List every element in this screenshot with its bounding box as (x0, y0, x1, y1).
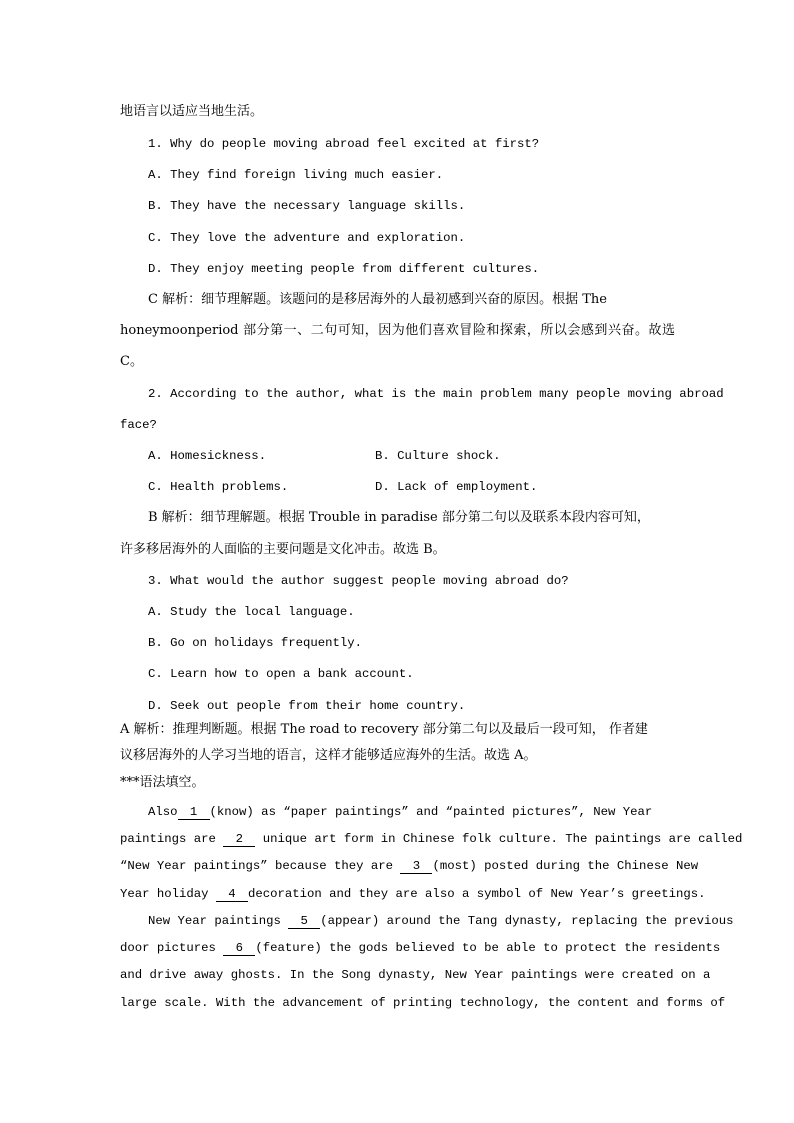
blank-3: 3 (400, 859, 432, 874)
q3-option-d: D. Seek out people from their home country. (148, 699, 466, 713)
blank-5: 5 (288, 914, 320, 929)
q2-option-b: B. Culture shock. (375, 449, 501, 463)
passage-p1-line1: Also 1 (know) as “paper paintings” and “painted pictures”, New Year (148, 805, 653, 819)
blank-2: 2 (223, 832, 255, 847)
q1-analysis-line2: honeymoonperiod 部分第一、二句可知，因为他们喜欢冒险和探索，所以会感到兴奋。故选 (120, 323, 675, 338)
q2-analysis-line1: B 解析：细节理解题。根据 Trouble in paradise 部分第二句以及联系本段内容可知， (148, 510, 650, 525)
q1-option-c: C. They love the adventure and exploration. (148, 231, 466, 245)
q1-option-d: D. They enjoy meeting people from different cultures. (148, 262, 540, 276)
passage-p2-line3: and drive away ghosts. In the Song dynasty, New Year paintings were created on a (120, 968, 711, 982)
passage-p2-line2: door pictures 6 (feature) the gods believed to be able to protect the residents (120, 941, 721, 955)
q1-analysis-line3: C。 (120, 354, 143, 369)
section-title: ***语法填空。 (120, 775, 205, 790)
q2-analysis-line2: 许多移居海外的人面临的主要问题是文化冲击。故选 B。 (120, 542, 446, 557)
q2-options-row1 (120, 448, 675, 464)
q1-question: 1. Why do people moving abroad feel excited at first? (148, 137, 540, 151)
q3-analysis-line2: 议移居海外的人学习当地的语言，这样才能够适应海外的生活。故选 A。 (120, 748, 537, 763)
q1-analysis-line1: C 解析：细节理解题。该题问的是移居海外的人最初感到兴奋的原因。根据 The (148, 292, 607, 307)
q3-option-b: B. Go on holidays frequently. (148, 636, 363, 650)
q3-question: 3. What would the author suggest people moving abroad do? (148, 574, 569, 588)
passage-p1-line2: paintings are 2 unique art form in Chinese folk culture. The paintings are called (120, 832, 743, 846)
blank-1: 1 (178, 805, 210, 820)
blank-4: 4 (216, 887, 248, 902)
q1-option-b: B. They have the necessary language skills. (148, 199, 466, 213)
q2-question-line2: face? (120, 418, 157, 432)
passage-p2-line4: large scale. With the advancement of printing technology, the content and forms of (120, 996, 726, 1010)
q3-option-a: A. Study the local language. (148, 605, 355, 619)
q2-option-d: D. Lack of employment. (375, 480, 538, 494)
q3-option-c: C. Learn how to open a bank account. (148, 667, 414, 681)
q2-option-c: C. Health problems. (148, 480, 289, 494)
q2-options-row2 (120, 479, 675, 495)
passage-p1-line3: “New Year paintings” because they are 3 (most) posted during the Chinese New (120, 859, 699, 873)
passage-p2-line1: New Year paintings 5 (appear) around the Tang dynasty, replacing the previous (148, 914, 734, 928)
passage-p1-line4: Year holiday 4 decoration and they are also a symbol of New Year’s greetings. (120, 887, 706, 901)
q1-option-a: A. They find foreign living much easier. (148, 168, 444, 182)
q2-option-a: A. Homesickness. (148, 449, 267, 463)
intro-tail: 地语言以适应当地生活。 (120, 104, 264, 119)
q3-analysis-line1: A 解析：推理判断题。根据 The road to recovery 部分第二句以及最后一段可知， 作者建 (120, 722, 648, 737)
q2-question-line1: 2. According to the author, what is the main problem many people moving abroad (148, 387, 724, 401)
blank-6: 6 (223, 941, 255, 956)
